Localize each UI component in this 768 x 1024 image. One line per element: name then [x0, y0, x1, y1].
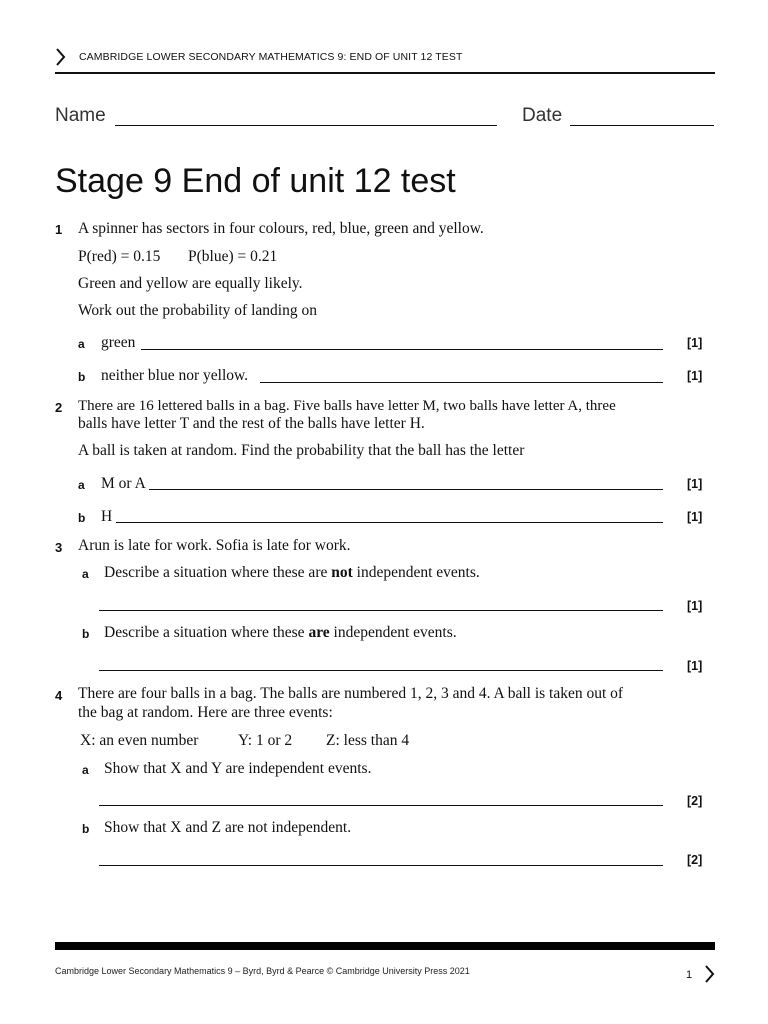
- answer-line-4a[interactable]: [99, 805, 663, 806]
- question-1-p-red: P(red) = 0.15: [78, 248, 161, 265]
- question-3-stem: Arun is late for work. Sofia is late for work.: [78, 537, 351, 554]
- question-4a-mark: [2]: [687, 794, 703, 808]
- answer-line-3b[interactable]: [99, 670, 663, 671]
- question-2b-text: H: [101, 508, 113, 525]
- question-4-stem-line2: the bag at random. Here are three events:: [78, 704, 333, 721]
- question-1a-label: a: [78, 337, 85, 351]
- question-1b-mark: [1]: [687, 369, 703, 383]
- question-3a-text: Describe a situation where these are not independent events.: [104, 564, 480, 581]
- question-4a-text: Show that X and Y are independent events.: [104, 760, 372, 777]
- header-rule: [55, 72, 715, 74]
- question-2-stem-line1: There are 16 lettered balls in a bag. Five balls have letter M, two balls have letter A, three: [78, 398, 616, 414]
- date-label: Date: [522, 105, 563, 126]
- question-1a-text: green: [101, 334, 136, 351]
- question-2a-text: M or A: [101, 475, 146, 492]
- chevron-right-icon: [55, 47, 67, 72]
- name-label: Name: [55, 105, 106, 126]
- footer-bar: [55, 942, 715, 950]
- question-2-line2: A ball is taken at random. Find the probability that the ball has the letter: [78, 442, 525, 459]
- question-1-number: 1: [55, 222, 63, 237]
- question-2b-label: b: [78, 511, 86, 525]
- question-3a-mark: [1]: [687, 599, 703, 613]
- answer-line-2b[interactable]: [116, 522, 663, 523]
- page-number: 1: [686, 969, 693, 981]
- question-4-stem-line1: There are four balls in a bag. The balls are numbered 1, 2, 3 and 4. A ball is taken out of: [78, 685, 624, 702]
- answer-line-1a[interactable]: [141, 349, 663, 350]
- question-4b-mark: [2]: [687, 853, 703, 867]
- event-z: Z: less than 4: [326, 732, 410, 749]
- answer-line-2a[interactable]: [149, 489, 663, 490]
- question-3b-mark: [1]: [687, 659, 703, 673]
- event-y: Y: 1 or 2: [238, 732, 293, 749]
- question-2a-mark: [1]: [687, 477, 703, 491]
- answer-line-3a[interactable]: [99, 610, 663, 611]
- question-4b-label: b: [82, 822, 90, 836]
- question-2a-label: a: [78, 478, 85, 492]
- question-4b-text: Show that X and Z are not independent.: [104, 819, 352, 836]
- question-1b-text: neither blue nor yellow.: [101, 367, 249, 384]
- question-1-line2: Green and yellow are equally likely.: [78, 275, 303, 292]
- question-3b-label: b: [82, 627, 90, 641]
- footer-text: Cambridge Lower Secondary Mathematics 9 – Byrd, Byrd & Pearce © Cambridge University Press 2021: [55, 966, 470, 976]
- chevron-right-icon[interactable]: [704, 964, 716, 989]
- question-4a-label: a: [82, 763, 89, 777]
- date-field[interactable]: [570, 125, 714, 126]
- question-3-number: 3: [55, 540, 63, 555]
- question-1-stem: A spinner has sectors in four colours, red, blue, green and yellow.: [78, 220, 484, 237]
- question-4-number: 4: [55, 688, 63, 703]
- event-x: X: an even number: [80, 732, 199, 749]
- header-title: CAMBRIDGE LOWER SECONDARY MATHEMATICS 9: END OF UNIT 12 TEST: [79, 51, 463, 63]
- question-1b-label: b: [78, 370, 86, 384]
- question-2-number: 2: [55, 400, 63, 415]
- question-3a-label: a: [82, 567, 89, 581]
- name-field[interactable]: [115, 125, 497, 126]
- question-1-line3: Work out the probability of landing on: [78, 302, 317, 319]
- answer-line-4b[interactable]: [99, 865, 663, 866]
- question-3b-text: Describe a situation where these are independent events.: [104, 624, 457, 641]
- page-title: Stage 9 End of unit 12 test: [55, 162, 456, 200]
- question-2b-mark: [1]: [687, 510, 703, 524]
- question-2-stem-line2: balls have letter T and the rest of the balls have letter H.: [78, 415, 425, 432]
- answer-line-1b[interactable]: [260, 382, 663, 383]
- question-1a-mark: [1]: [687, 336, 703, 350]
- question-1-p-blue: P(blue) = 0.21: [188, 248, 278, 265]
